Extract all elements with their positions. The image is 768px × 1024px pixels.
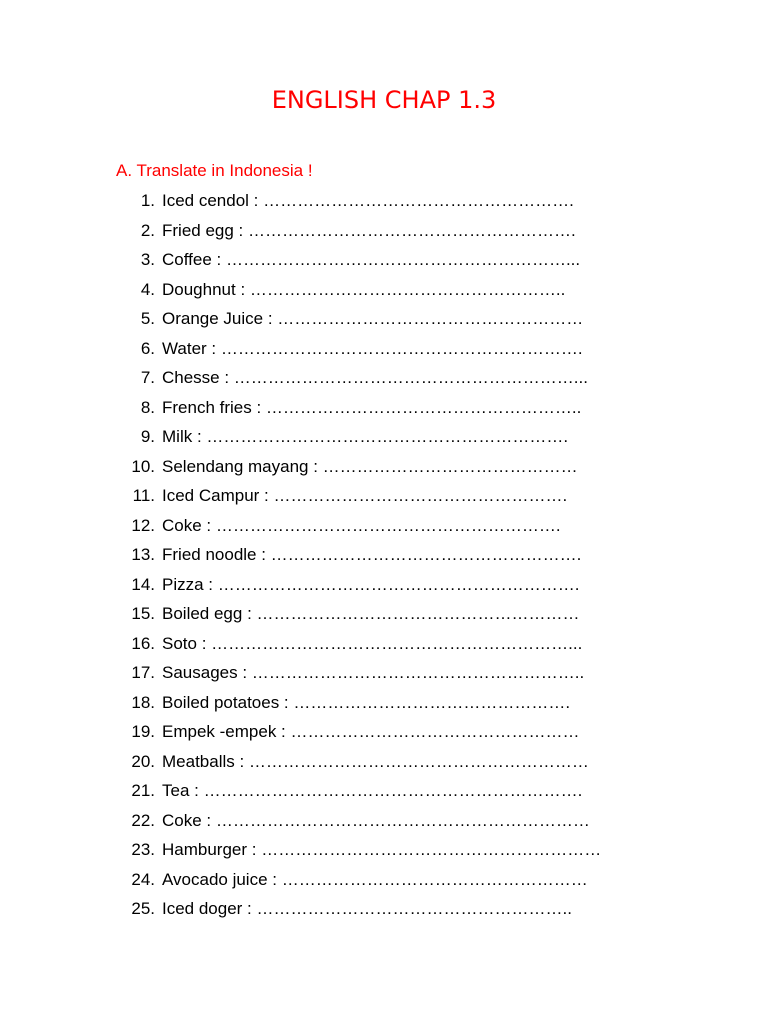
list-item-text: Coke : ………………………………………………………… (162, 810, 590, 830)
list-item-text: Iced doger : ……………………………………………….. (162, 899, 572, 918)
list-item-number: 19. (131, 722, 155, 741)
list-item (0, 867, 768, 897)
list-item (0, 837, 768, 867)
list-item-text: Sausages : ………………………………………………….. (162, 663, 585, 682)
list-item (0, 424, 768, 454)
list-item-text: Fried egg : …………………………………………………. (162, 220, 576, 240)
list-item-number: 10. (131, 456, 155, 476)
list-item (0, 454, 768, 484)
list-item-number: 7. (140, 368, 155, 387)
list-item-number: 13. (131, 545, 155, 564)
list-item-number: 14. (131, 574, 155, 594)
list-item (0, 542, 768, 572)
list-item (0, 365, 768, 395)
list-item-text: Pizza : ………………………………………………………. (162, 574, 580, 594)
list-item (0, 395, 768, 425)
list-item (0, 277, 768, 307)
list-item-text: Avocado juice : ……………………………………………… (162, 869, 588, 889)
list-item (0, 218, 768, 248)
list-item-text: Tea : …………………………………………………………. (162, 781, 583, 800)
list-item-text: Hamburger : …………………………………………………… (162, 840, 602, 859)
list-item-number: 6. (140, 338, 155, 358)
list-item-text: French fries : ……………………………………………….. (162, 397, 582, 417)
list-item-text: Chesse : ……………………………………………………... (162, 368, 588, 387)
list-item-number: 17. (131, 663, 155, 682)
list-item (0, 306, 768, 336)
list-item (0, 808, 768, 838)
list-item-number: 21. (131, 781, 155, 800)
list-item-text: Empek -empek : …………………………………………… (162, 722, 580, 741)
list-item-text: Coke : ……………………………………………………. (162, 515, 561, 535)
list-item-number: 22. (131, 810, 155, 830)
list-item-text: Boiled potatoes : …………………………………………. (162, 692, 571, 712)
list-item (0, 601, 768, 631)
list-item (0, 188, 768, 218)
list-item (0, 631, 768, 661)
list-item (0, 247, 768, 277)
list-item (0, 719, 768, 749)
list-item (0, 660, 768, 690)
list-item-text: Doughnut : ……………………………………………….. (162, 279, 566, 299)
list-item (0, 336, 768, 366)
list-item-number: 18. (131, 692, 155, 712)
list-item-number: 15. (131, 604, 155, 623)
list-item-number: 25. (131, 899, 155, 918)
list-item-text: Selendang mayang : ……………………………………… (162, 456, 578, 476)
list-item-number: 2. (140, 220, 155, 240)
list-item (0, 778, 768, 808)
list-item-number: 23. (131, 840, 155, 859)
document-title: ENGLISH CHAP 1.3 (271, 86, 497, 114)
list-item-number: 16. (131, 633, 155, 653)
list-item-text: Boiled egg : ………………………………………………… (162, 604, 580, 623)
list-item-text: Milk : ………………………………………………………. (162, 427, 569, 446)
list-item (0, 896, 768, 926)
list-item-text: Fried noodle : ………………………………………………. (162, 545, 582, 564)
list-item-text: Iced cendol : ………………………………………………. (162, 191, 574, 210)
list-item (0, 690, 768, 720)
list-item-text: Iced Campur : ……………………………………………. (162, 486, 568, 505)
translation-list (0, 188, 768, 926)
list-item-text: Soto : ………………………………………………………... (162, 633, 583, 653)
list-item-number: 8. (140, 397, 155, 417)
list-item-number: 12. (131, 515, 155, 535)
list-item-number: 4. (140, 279, 155, 299)
list-item (0, 483, 768, 513)
list-item-number: 3. (140, 250, 155, 269)
list-item-number: 5. (140, 309, 155, 328)
list-item-number: 24. (131, 869, 155, 889)
list-item-number: 9. (140, 427, 155, 446)
list-item-text: Coffee : ……………………………………………………... (162, 250, 581, 269)
list-item (0, 572, 768, 602)
list-item-text: Water : ………………………………………………………. (162, 338, 583, 358)
section-heading: A. Translate in Indonesia ! (116, 161, 313, 180)
list-item-number: 20. (131, 751, 155, 771)
list-item-text: Orange Juice : ……………………………………………… (162, 309, 584, 328)
list-item (0, 749, 768, 779)
list-item-number: 1. (140, 191, 155, 210)
list-item (0, 513, 768, 543)
list-item-number: 11. (132, 486, 155, 505)
list-item-text: Meatballs : …………………………………………………… (162, 751, 589, 771)
